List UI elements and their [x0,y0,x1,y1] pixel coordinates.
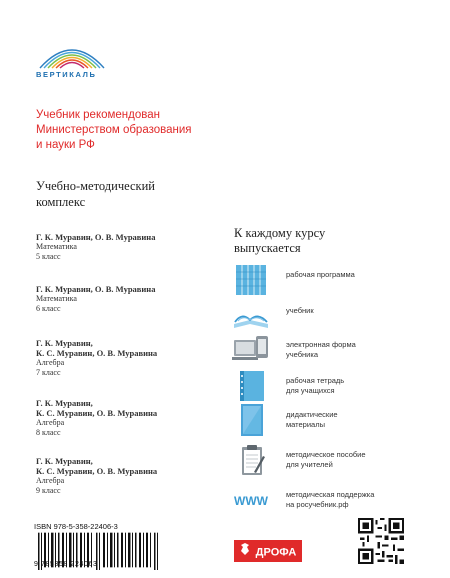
book-subject: Алгебра [36,358,65,367]
book-grade: 8 класс [36,428,61,437]
clipboard-icon [232,444,270,476]
course-item-label-line: электронная форма [286,340,356,349]
book-authors: Г. К. Муравин, [36,398,93,408]
course-item-label [286,376,426,396]
book-authors: Г. К. Муравин, О. В. Муравина [36,284,156,294]
course-item-label-line: для учителей [286,460,333,469]
book-authors: К. С. Муравин, О. В. Муравина [36,348,158,358]
book-grade: 9 класс [36,486,61,495]
book-authors: Г. К. Муравин, [36,338,93,348]
book-subject: Математика [36,242,77,251]
book-grade: 5 класс [36,252,61,261]
course-item [232,300,432,334]
book-authors: Г. К. Муравин, О. В. Муравина [36,232,156,242]
book-subject: Алгебра [36,476,65,485]
course-item-label [286,270,426,280]
book-subject: Математика [36,294,77,303]
book-entry [36,456,236,496]
barcode-number: 9 785358 224063 [34,561,98,568]
course-heading-line: К каждому курсу [234,226,326,240]
book-subject: Алгебра [36,418,65,427]
umk-heading [36,178,256,210]
book-entry [36,398,236,438]
course-item [232,264,432,298]
devices-icon [232,334,270,366]
recommendation-line: Учебник рекомендован [36,109,160,121]
course-item-label-line: методическая поддержка [286,490,375,499]
course-item [232,334,432,368]
book-grade: 7 класс [36,368,61,377]
umk-line: Учебно-методический [36,179,155,193]
workbook-icon [232,370,270,402]
svg-text:WWW: WWW [234,494,268,508]
book-authors: К. С. Муравин, О. В. Муравина [36,466,158,476]
book-authors: Г. К. Муравин, [36,456,93,466]
textbook-icon [232,300,270,332]
course-item-label-line: материалы [286,420,325,429]
book-entry [36,232,236,262]
course-item-label [286,340,426,360]
course-item-label-line: методическое пособие [286,450,366,459]
course-item-label-line: для учащихся [286,386,335,395]
course-item [232,404,432,438]
recommendation-line: и науки РФ [36,139,95,151]
didactic-icon [232,404,270,436]
course-item-label-line: учебника [286,350,318,359]
book-entry [36,284,236,314]
recommendation-text [36,108,296,153]
course-item-label-line: дидактические [286,410,338,419]
book-grade: 6 класс [36,304,61,313]
isbn-text: ISBN 978-5-358-22406-3 [34,522,118,531]
course-item-label-line: на росучебник.рф [286,500,349,509]
www-icon [232,484,270,516]
publisher-name: ДРОФА [255,546,297,559]
course-item-label [286,306,426,316]
course-item [232,370,432,404]
program-icon [232,264,270,296]
book-authors: К. С. Муравин, О. В. Муравина [36,408,158,418]
course-item [232,484,432,518]
book-entry [36,338,236,378]
course-item-label [286,450,426,470]
course-item-label-line: учебник [286,306,314,315]
recommendation-line: Министерством образования [36,124,192,136]
logo-text: ВЕРТИКАЛЬ [36,70,97,79]
course-item-label [286,490,426,510]
qr-code-icon [358,518,404,564]
course-item [232,444,432,478]
umk-line: комплекс [36,195,86,209]
course-heading-line: выпускается [234,241,301,255]
course-heading [234,226,434,256]
drofa-logo-icon [234,540,302,562]
course-item-label-line: рабочая программа [286,270,355,279]
course-item-label-line: рабочая тетрадь [286,376,345,385]
course-item-label [286,410,426,430]
